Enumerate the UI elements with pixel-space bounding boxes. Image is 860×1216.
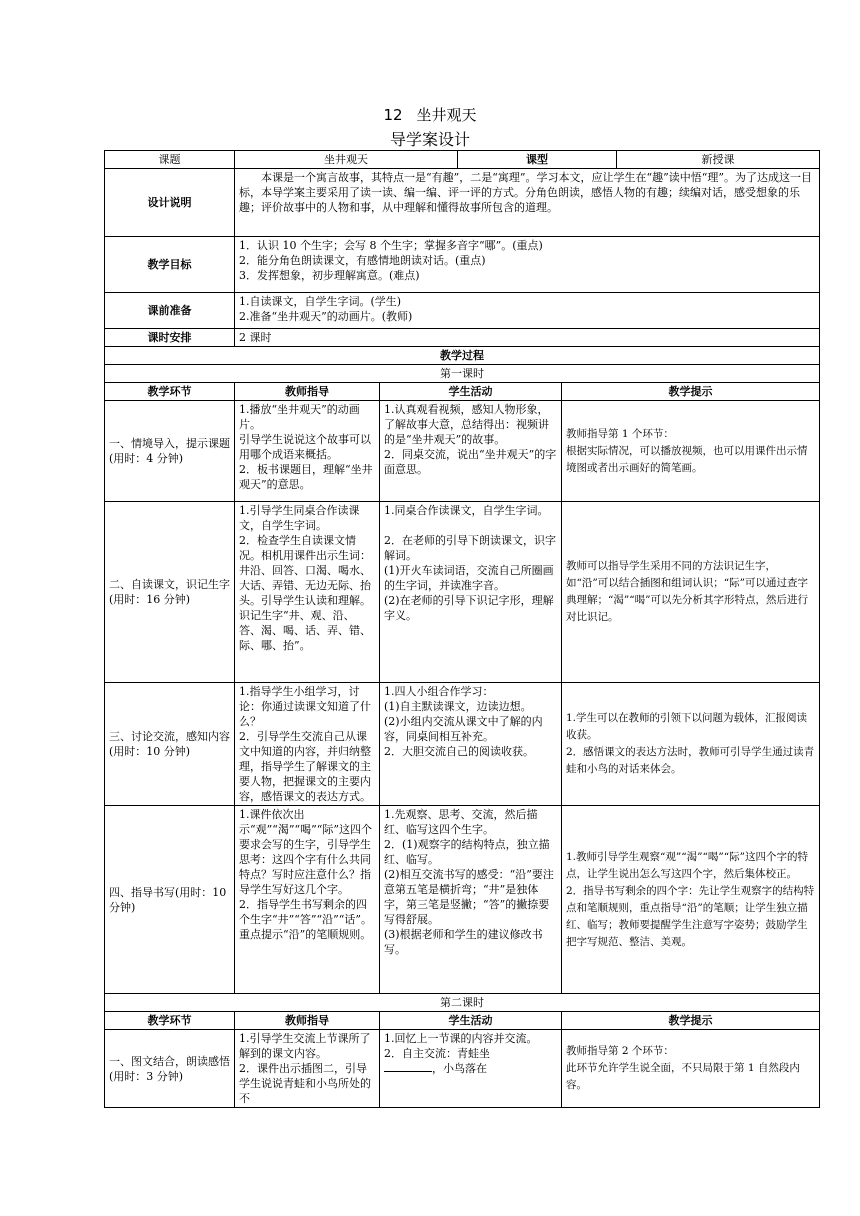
teacher-item: 2．指导学生书写剩余的四个生字“井”“答”“沿”“话”。重点提示“沿”的笔顺规则。 <box>239 898 372 941</box>
hint-item: 教师可以指导学生采用不同的方法识记生字，如“沿”可以结合插图和组词认识；“际”可以通过查字典理解；“渴”“喝”可以先分析其字形特点，然后进行对比识记。 <box>566 560 808 623</box>
teacher-item: 引导学生说说这个故事可以用哪个成语来概括。 <box>239 433 371 461</box>
stage-cell: 一、情境导入，提示课题(用时：4 分钟) <box>105 401 235 502</box>
topic-value: 坐井观天 <box>235 151 458 169</box>
hint-item: 此环节允许学生说全面，不只局限于第 1 自然段内容。 <box>566 1062 800 1091</box>
prep-list <box>235 293 820 329</box>
col-hint-header: 教学提示 <box>562 383 820 401</box>
hint-item: 根据实际情况，可以播放视频，也可以用课件出示情境图或者出示画好的简笔画。 <box>566 444 808 474</box>
teacher-cell <box>235 1030 380 1108</box>
goal-item: 2．能分角色朗读课文，有感情地朗读对话。(重点) <box>239 254 486 267</box>
teacher-cell <box>235 401 380 502</box>
teacher-item: 1.课件依次出示“观”“渴”“喝”“际”这四个要求会写的生字，引导学生思考：这四个字有什么共同特点？写时应注意什么？指导学生写好这几个字。 <box>239 808 372 896</box>
student-fill-post: ，小鸟落在 <box>432 1062 487 1075</box>
prep-item: 2.准备“坐井观天”的动画片。(教师) <box>239 310 413 323</box>
period-two-heading: 第二课时 <box>105 994 820 1012</box>
teacher-item: 1.播放“坐井观天”的动画片。 <box>239 403 360 431</box>
col-stage-header: 教学环节 <box>105 1012 235 1030</box>
student-item: (2)相互交流书写的感受：“沿”要注意第五笔是横折弯；“井”是独体字，第三笔是竖撇；“答”的撇捺要写得舒展。 <box>384 868 554 926</box>
table-row <box>105 806 820 994</box>
goals-list <box>235 237 820 293</box>
teacher-item: 2．引导学生交流自己从课文中知道的内容，并归纳整理，指导学生了解课文的主要人物，把握课文的主要内容，感悟课文的表达方式。 <box>239 730 371 803</box>
document-subtitle: 导学案设计 <box>389 130 470 149</box>
student-item: 2．同桌交流，说出“坐井观天”的字面意思。 <box>384 448 557 476</box>
prep-item: 1.自读课文，自学生字词。(学生) <box>239 295 402 308</box>
hint-item: 教师指导第 2 个环节： <box>566 1045 674 1057</box>
teacher-item: 2．检查学生自读课文情况。相机用课件出示生词：井沿、回答、口渴、喝水、大话、弄错、无边无际、抬头。引导学生认读和理解。识记生字“井、观、沿、答、渴、喝、话、弄、错、际、哪、抬”。 <box>239 534 371 652</box>
student-item: (1)开火车读词语，交流自己所圈画的生字词，并读准字音。 <box>384 564 554 592</box>
student-fill-line <box>384 1046 557 1076</box>
hint-cell <box>562 401 820 502</box>
teacher-item: 1.引导学生同桌合作读课文，自学生字词。 <box>239 504 360 532</box>
hint-item: 1.教师引导学生观察“观”“渴”“喝”“际”这四个字的特点，让学生说出怎么写这四个字，然后集体校正。 <box>566 850 808 880</box>
type-label: 课型 <box>458 151 617 169</box>
table-row <box>105 401 820 502</box>
student-item: 2．(1)观察字的结构特点，独立描红、临写。 <box>384 838 550 866</box>
student-item: 1.四人小组合作学习： <box>384 685 494 698</box>
col-student-header: 学生活动 <box>380 383 562 401</box>
stage-cell: 三、讨论交流，感知内容(用时：10 分钟) <box>105 683 235 806</box>
hint-item: 1.学生可以在教师的引领下以问题为载体，汇报阅读收获。 <box>566 712 808 741</box>
hint-cell <box>562 502 820 683</box>
student-cell <box>380 806 562 994</box>
stage-cell: 四、指导书写(用时：10 分钟) <box>105 806 235 994</box>
student-item: (2)在老师的引导下识记字形，理解字义。 <box>384 594 554 622</box>
hint-cell <box>562 1030 820 1108</box>
table-row <box>105 502 820 683</box>
student-item: 1.回忆上一节课的内容并交流。 <box>384 1032 538 1045</box>
col-stage-header: 教学环节 <box>105 383 235 401</box>
fill-blank <box>384 1061 432 1072</box>
col-hint-header: 教学提示 <box>562 1012 820 1030</box>
hint-cell <box>562 806 820 994</box>
table-row <box>105 683 820 806</box>
col-teacher-header: 教师指导 <box>235 383 380 401</box>
teacher-cell <box>235 683 380 806</box>
topic-label: 课题 <box>105 151 235 169</box>
hint-cell <box>562 683 820 806</box>
student-fill-pre: 2．自主交流：青蛙坐 <box>384 1047 490 1060</box>
student-item: 2．在老师的引导下朗读课文，识字解词。 <box>384 534 556 562</box>
design-text: 本课是一个寓言故事，其特点一是“有趣”，二是“寓理”。学习本文，应让学生在“趣”读中悟“理”。为了达成这一目标，本导学案主要采用了读一读、编一编、评一评的方式。分角色朗读，感悟人物的有趣；续编对话，感受想象的乐趣；评价故事中的人物和事，从中理解和懂得故事所包含的道理。 <box>235 169 820 237</box>
period-one-heading: 第一课时 <box>105 365 820 383</box>
schedule-value: 2 课时 <box>235 329 820 347</box>
student-item: 1.认真观看视频，感知人物形象，了解故事大意，总结得出：视频讲的是“坐井观天”的故事。 <box>384 403 549 446</box>
teacher-cell <box>235 502 380 683</box>
col-student-header: 学生活动 <box>380 1012 562 1030</box>
teacher-item: 2．板书课题目，理解“坐井观天”的意思。 <box>239 463 373 491</box>
student-cell <box>380 683 562 806</box>
prep-label: 课前准备 <box>105 293 235 329</box>
hint-item: 2．指导书写剩余的四个字：先让学生观察字的结构特点和笔顺规则，重点指导“沿”的笔顺；让学生独立描红、临写；教师要提醒学生注意写字姿势；鼓励学生把字写规范、整洁、美观。 <box>566 884 815 948</box>
goal-item: 3．发挥想象，初步理解寓意。(难点) <box>239 269 420 282</box>
lesson-title: 坐井观天 <box>416 106 477 124</box>
student-item: (2)小组内交流从课文中了解的内容，同桌间相互补充。 <box>384 715 543 743</box>
student-spacer <box>384 518 557 533</box>
col-teacher-header: 教师指导 <box>235 1012 380 1030</box>
table-row <box>105 1030 820 1108</box>
stage-cell: 二、自读课文，识记生字(用时：16 分钟) <box>105 502 235 683</box>
schedule-label: 课时安排 <box>105 329 235 347</box>
teacher-item: 2．课件出示插图二，引导学生说说青蛙和小鸟所处的不 <box>239 1062 371 1105</box>
student-cell <box>380 502 562 683</box>
teacher-item: 1.引导学生交流上节课所了解到的课文内容。 <box>239 1032 371 1060</box>
hint-item: 教师指导第 1 个环节： <box>566 427 674 440</box>
teacher-cell <box>235 806 380 994</box>
student-cell <box>380 401 562 502</box>
hint-item: 2．感悟课文的表达方法时，教师可引导学生通过读青蛙和小鸟的对话来体会。 <box>566 746 815 775</box>
lesson-heading <box>0 104 860 125</box>
process-title: 教学过程 <box>105 347 820 365</box>
student-item: (1)自主默读课文，边读边想。 <box>384 700 532 713</box>
lesson-plan-table <box>104 150 820 1108</box>
type-value: 新授课 <box>617 151 820 169</box>
student-item: 1.先观察、思考、交流，然后描红、临写这四个生字。 <box>384 808 538 836</box>
goal-item: 1．认识 10 个生字；会写 8 个生字；掌握多音字“哪”。(重点) <box>239 239 543 252</box>
student-cell <box>380 1030 562 1108</box>
design-label: 设计说明 <box>105 169 235 237</box>
stage-cell: 一、图文结合，朗读感悟(用时：3 分钟) <box>105 1030 235 1108</box>
student-item: 1.同桌合作读课文，自学生字词。 <box>384 504 549 517</box>
teacher-item: 1.指导学生小组学习，讨论：你通过读课文知道了什么？ <box>239 685 371 728</box>
lesson-number: 12 <box>383 106 403 124</box>
student-item: (3)根据老师和学生的建议修改书写。 <box>384 928 543 956</box>
student-item: 2．大胆交流自己的阅读收获。 <box>384 745 534 758</box>
goals-label: 教学目标 <box>105 237 235 293</box>
